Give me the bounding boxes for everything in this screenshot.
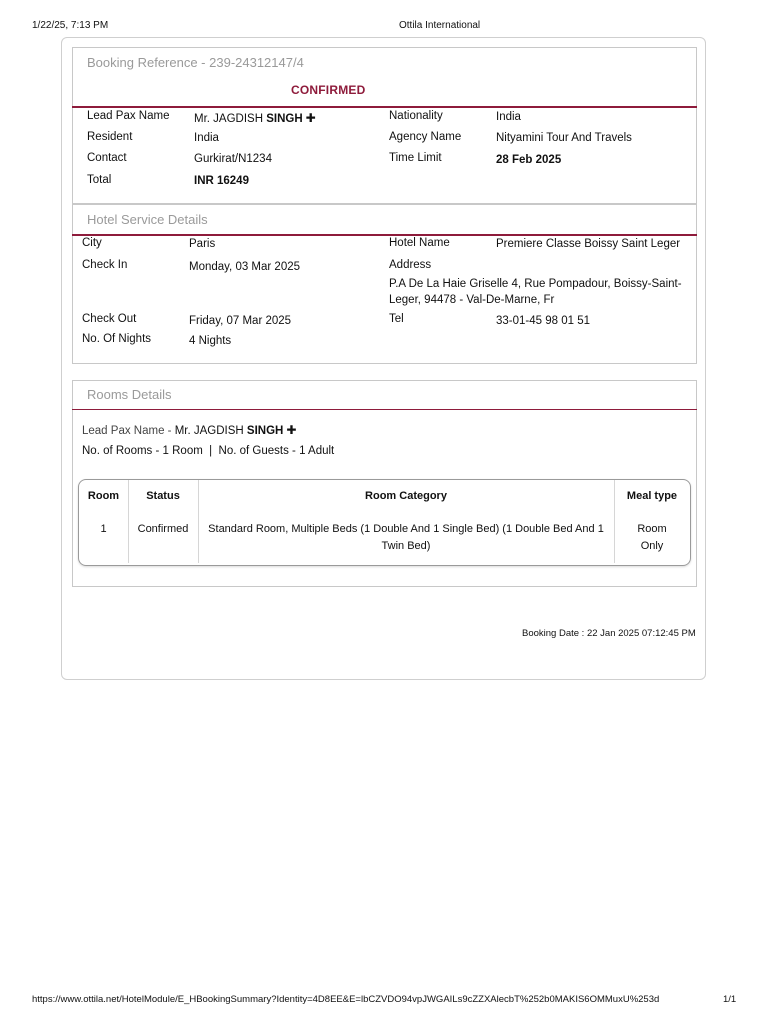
- room-category-line-1: Standard Room, Multiple Beds (1 Double And 1 Single Bed) (1 Double Bed And 1: [208, 523, 604, 535]
- agency-label: Agency Name: [389, 131, 462, 143]
- rooms-lead-pax-surname: SINGH: [246, 425, 284, 437]
- room-number: 1: [100, 523, 107, 535]
- check-in-label: Check In: [82, 259, 128, 271]
- nights-value: 4 Nights: [189, 335, 232, 347]
- city-value: Paris: [189, 238, 216, 250]
- meal-type: [614, 521, 690, 555]
- room-status: Confirmed: [137, 523, 189, 535]
- booking-reference-title: Booking Reference - 239-24312147/4: [87, 55, 304, 70]
- contact-value: Gurkirat/N1234: [194, 153, 272, 165]
- time-limit-label: Time Limit: [389, 152, 442, 164]
- print-page-title: Ottila International: [399, 20, 481, 31]
- plus-icon: ✚: [305, 111, 316, 125]
- rooms-section-title: Rooms Details: [87, 387, 172, 402]
- nationality-value: India: [496, 111, 521, 123]
- hotel-name-label: Hotel Name: [389, 237, 450, 249]
- section-divider: [72, 409, 697, 410]
- nights-label: No. Of Nights: [82, 333, 152, 345]
- address-line-1: P.A De La Haie Griselle 4, Rue Pompadour, Boissy-Saint-: [389, 278, 682, 290]
- rooms-lead-pax-prefix: Mr. JAGDISH: [174, 425, 244, 437]
- booking-date: Booking Date : 22 Jan 2025 07:12:45 PM: [522, 628, 696, 639]
- plus-icon: ✚: [286, 423, 297, 437]
- section-divider: [72, 234, 697, 236]
- tel-label: Tel: [389, 313, 404, 325]
- column-header-status: Status: [146, 490, 180, 502]
- time-limit-value: 28 Feb 2025: [496, 154, 562, 166]
- tel-value: 33-01-45 98 01 51: [496, 315, 590, 327]
- rooms-table: [78, 479, 691, 566]
- print-datetime: 1/22/25, 7:13 PM: [32, 20, 109, 31]
- meal-type-line-2: Only: [640, 540, 664, 552]
- hotel-section-title: Hotel Service Details: [87, 212, 208, 227]
- column-header-room-category: Room Category: [365, 490, 447, 502]
- rooms-summary: No. of Rooms - 1 Room | No. of Guests - 1 Adult: [82, 445, 335, 457]
- meal-type-line-1: Room: [637, 523, 667, 535]
- rooms-lead-pax-label: Lead Pax Name -: [82, 425, 172, 437]
- section-divider: [72, 106, 697, 108]
- lead-pax-value: [194, 111, 316, 125]
- agency-value: Nityamini Tour And Travels: [496, 132, 632, 144]
- check-out-value: Friday, 07 Mar 2025: [189, 315, 292, 327]
- booking-reference-box: [72, 47, 697, 204]
- total-value: INR 16249: [194, 175, 249, 187]
- hotel-name-value: Premiere Classe Boissy Saint Leger: [496, 238, 681, 250]
- city-label: City: [82, 237, 102, 249]
- total-label: Total: [87, 174, 112, 186]
- resident-label: Resident: [87, 131, 133, 143]
- column-header-room: Room: [87, 490, 120, 502]
- check-out-label: Check Out: [82, 313, 137, 325]
- address-label: Address: [389, 259, 432, 271]
- resident-value: India: [194, 132, 219, 144]
- lead-pax-surname: SINGH: [266, 113, 303, 125]
- page-number: 1/1: [723, 994, 737, 1005]
- room-category-line-2: Twin Bed): [381, 540, 431, 552]
- rooms-lead-pax: [82, 423, 296, 437]
- booking-status: CONFIRMED: [291, 83, 366, 97]
- contact-label: Contact: [87, 152, 127, 164]
- nationality-label: Nationality: [389, 110, 443, 122]
- lead-pax-label: Lead Pax Name: [87, 110, 170, 122]
- column-header-meal-type: Meal type: [626, 490, 678, 502]
- check-in-value: Monday, 03 Mar 2025: [189, 261, 301, 273]
- address-line-2: Leger, 94478 - Val-De-Marne, Fr: [389, 294, 555, 306]
- lead-pax-prefix: Mr. JAGDISH: [194, 113, 264, 125]
- room-category: [201, 521, 611, 555]
- page-url: https://www.ottila.net/HotelModule/E_HBookingSummary?Identity=4D8EE&E=lbCZVDO94vpJWGAILs9cZZXAlecbT%252b0MAKIS6OMMuxU%253d: [32, 994, 660, 1005]
